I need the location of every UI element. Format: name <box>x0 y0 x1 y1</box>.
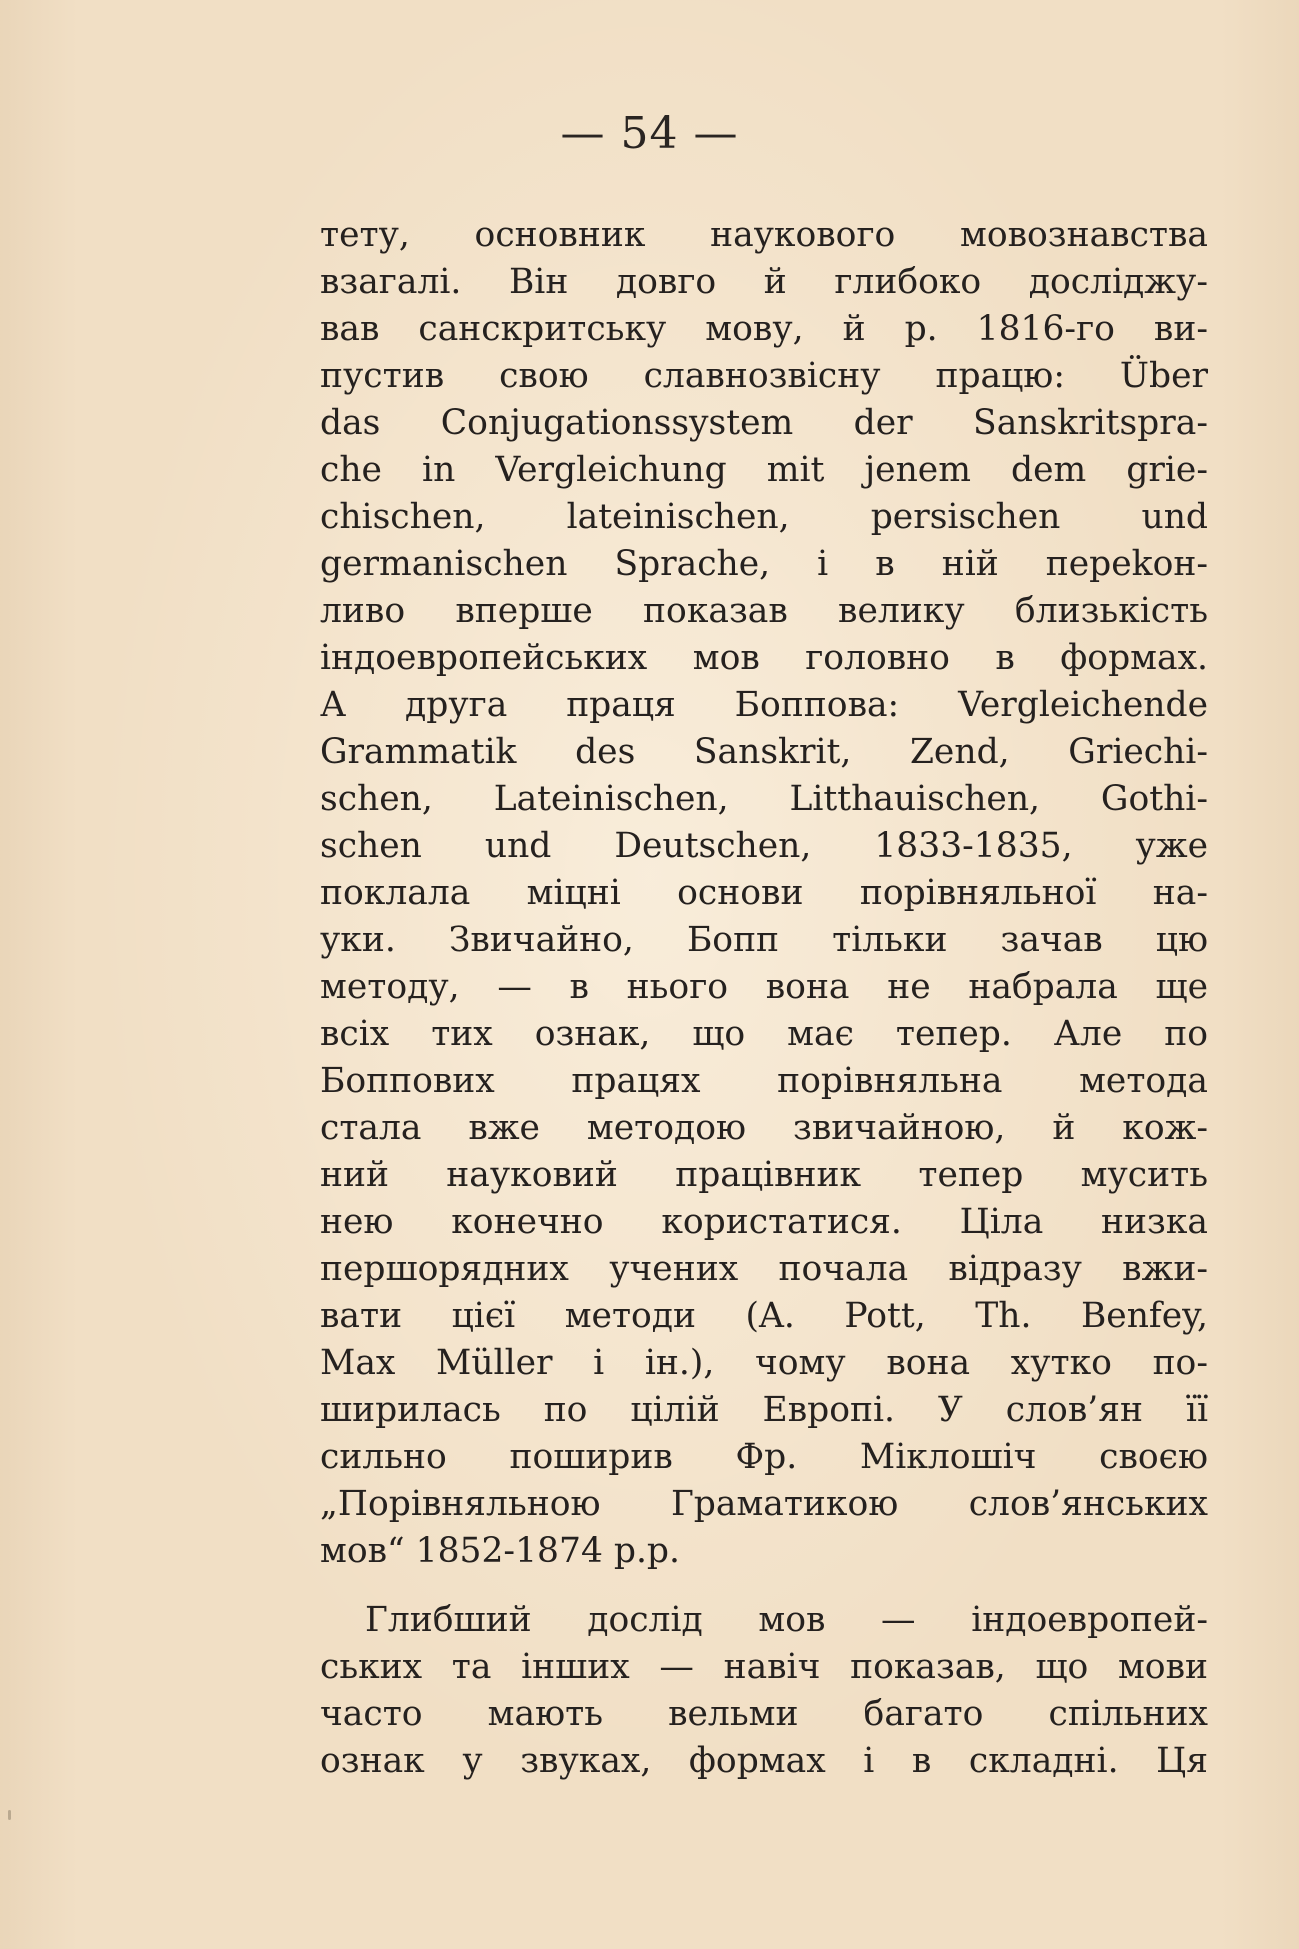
text-line: Глибший дослід мов — індоевропей- <box>365 1600 1208 1640</box>
text-line: поклала міцні основи порівняльної на- <box>320 873 1208 913</box>
text-line: Max Müller і ін.), чому вона хутко по- <box>320 1343 1208 1383</box>
text-line: часто мають вельми багато спільних <box>320 1694 1208 1734</box>
paper-mark <box>8 1810 11 1820</box>
text-line: пустив свою славнозвісну працю: Über <box>320 356 1208 396</box>
text-line: вав санскритську мову, й р. 1816-го ви- <box>320 309 1208 349</box>
text-line: schen, Lateinischen, Litthauischen, Gothi- <box>320 779 1208 819</box>
text-line: germanischen Sprache, і в ній переkон- <box>320 544 1208 584</box>
page-text <box>320 212 1208 1785</box>
text-line: das Conjugationssystem der Sanskritspra- <box>320 403 1208 443</box>
text-line: індоевропейських мов головно в формах. <box>320 638 1208 678</box>
text-line: першорядних учених почала відразу вжи- <box>320 1249 1208 1289</box>
text-line: ширилась по цілій Европі. У слов’ян її <box>320 1390 1208 1430</box>
text-line: нею конечно користатися. Ціла низка <box>320 1202 1208 1242</box>
page-number: — 54 — <box>560 108 739 159</box>
text-line: Grammatik des Sanskrit, Zend, Griechi- <box>320 732 1208 772</box>
text-line: взагалі. Він довго й глибоко досліджу- <box>320 262 1208 302</box>
text-line: тету, основник наукового мовознавства <box>320 215 1208 255</box>
text-line: ний науковий працівник тепер мусить <box>320 1155 1208 1195</box>
text-line: chischen, lateinischen, persischen und <box>320 497 1208 537</box>
text-line: вати цієї методи (A. Pott, Th. Benfey, <box>320 1296 1208 1336</box>
text-line: всіх тих ознак, що має тепер. Але по <box>320 1014 1208 1054</box>
text-line: che in Vergleichung mit jenem dem grie- <box>320 450 1208 490</box>
text-line: ських та інших — навіч показав, що мови <box>320 1647 1208 1687</box>
text-line: „Порівняльною Граматикою слов’янських <box>320 1484 1208 1524</box>
paragraph-2 <box>320 1597 1208 1785</box>
text-line: ознак у звуках, формах і в складні. Ця <box>320 1741 1208 1781</box>
text-line: schen und Deutschen, 1833-1835, уже <box>320 826 1208 866</box>
text-line: уки. Звичайно, Бопп тільки зачав цю <box>320 920 1208 960</box>
paragraph-gap <box>320 1575 1208 1597</box>
paragraph-1 <box>320 212 1208 1575</box>
text-line: стала вже методою звичайною, й кож- <box>320 1108 1208 1148</box>
text-line: А друга праця Боппова: Vergleichende <box>320 685 1208 725</box>
text-line: ливо вперше показав велику близькість <box>320 591 1208 631</box>
text-line: сильно поширив Фр. Міклошіч своєю <box>320 1437 1208 1477</box>
text-line: методу, — в нього вона не набрала ще <box>320 967 1208 1007</box>
text-line: мов“ 1852-1874 р.р. <box>320 1531 680 1571</box>
text-line: Бопповиx працях порівняльна метода <box>320 1061 1208 1101</box>
